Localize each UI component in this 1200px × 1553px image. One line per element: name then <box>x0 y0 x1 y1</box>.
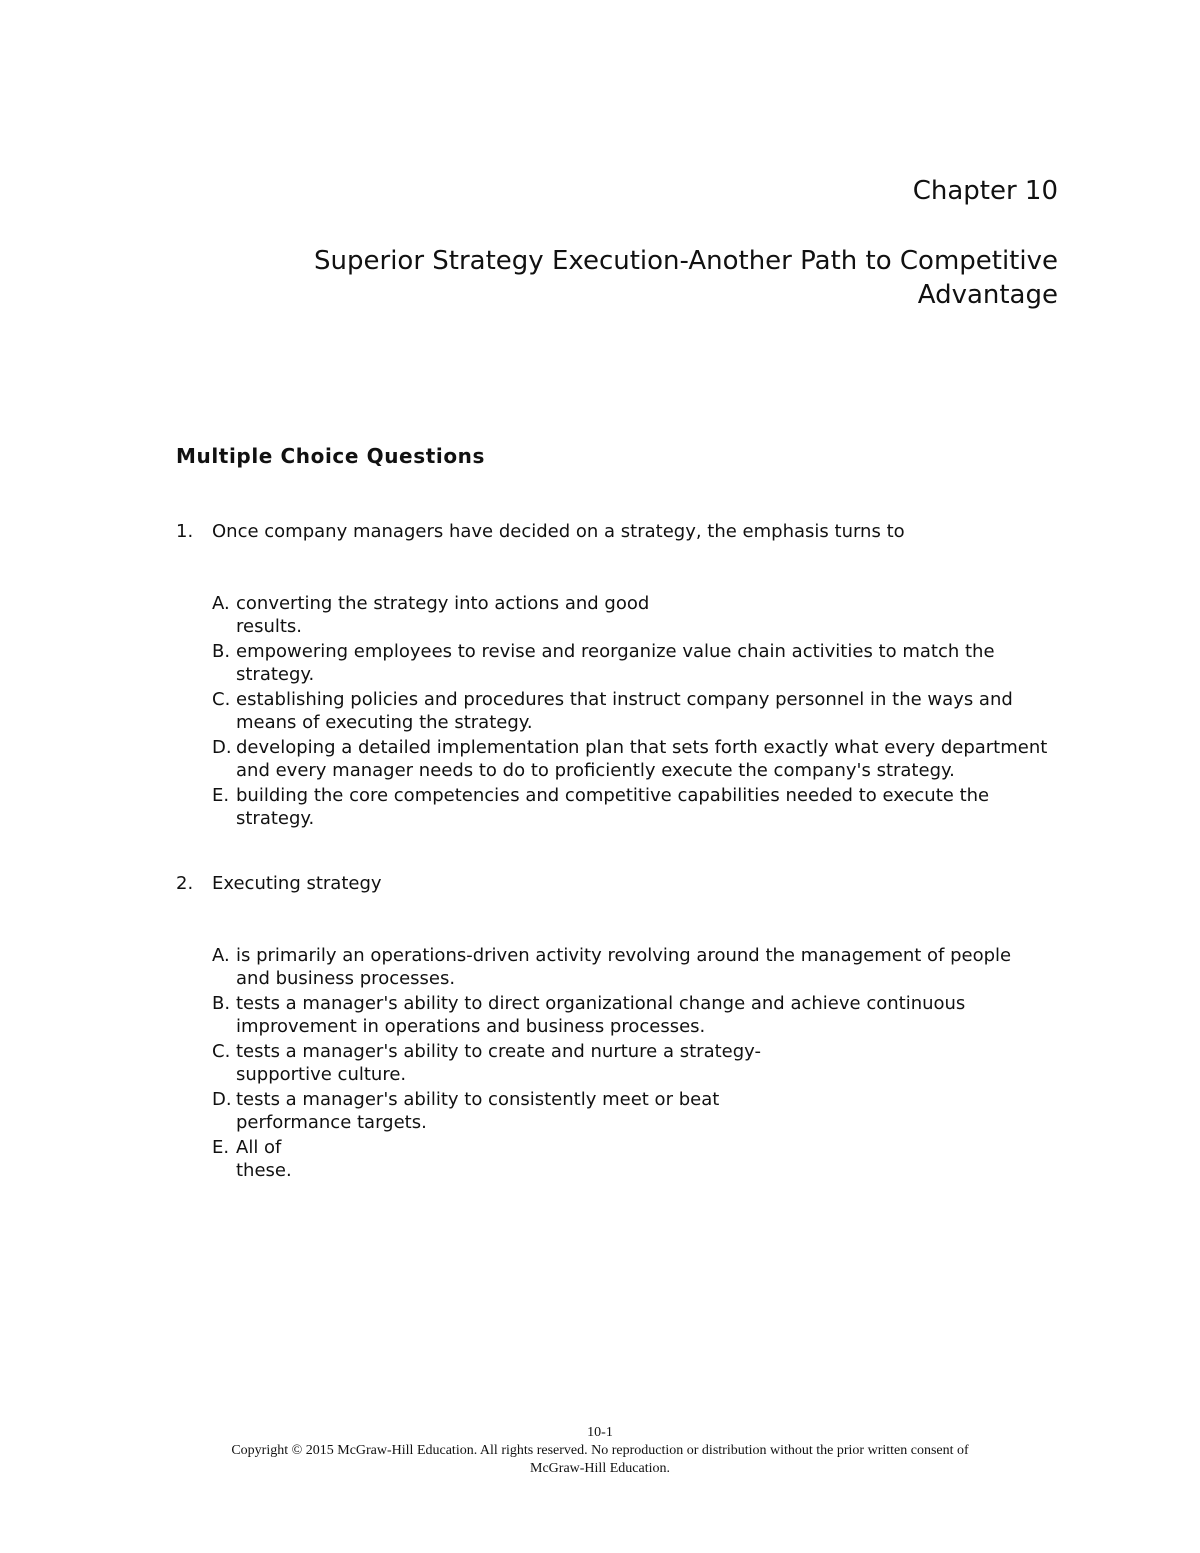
page-number: 10-1 <box>587 1425 613 1440</box>
option-text: empowering employees to revise and reorganize value chain activities to match the strategy. <box>236 641 995 685</box>
answer-options <box>212 944 1048 1184</box>
chapter-number: Chapter 10 <box>912 176 1058 206</box>
chapter-title: Superior Strategy Execution-Another Path to Competitive Advantage <box>314 246 1058 310</box>
answer-option <box>212 784 1054 830</box>
copyright-notice: Copyright © 2015 McGraw-Hill Education. All rights reserved. No reproduction or distribution without the prior written consent of <box>231 1443 969 1458</box>
option-letter: C. <box>212 689 231 710</box>
option-text: All of these. <box>236 1137 292 1181</box>
answer-option <box>212 1136 1048 1182</box>
question-text: Executing strategy <box>212 873 382 894</box>
option-letter: A. <box>212 945 230 966</box>
option-letter: D. <box>212 1089 232 1110</box>
section-heading: Multiple Choice Questions <box>176 444 486 468</box>
copyright-notice-continued: McGraw-Hill Education. <box>530 1461 670 1476</box>
option-text: establishing policies and procedures that instruct company personnel in the ways and means of executing the strategy. <box>236 689 1013 733</box>
option-text: building the core competencies and competitive capabilities needed to execute the strategy. <box>236 785 990 829</box>
option-text: tests a manager's ability to create and nurture a strategy-supportive culture. <box>236 1041 761 1085</box>
answer-option <box>212 592 1054 638</box>
option-text: tests a manager's ability to consistently meet or beat performance targets. <box>236 1089 720 1133</box>
page-footer <box>0 1424 1200 1478</box>
option-letter: E. <box>212 1137 230 1158</box>
question-text: Once company managers have decided on a strategy, the emphasis turns to <box>212 521 905 542</box>
option-letter: C. <box>212 1041 231 1062</box>
answer-option <box>212 944 1048 990</box>
question-stem <box>176 872 1056 896</box>
question-stem <box>176 520 1056 544</box>
answer-option <box>212 992 1048 1038</box>
question-number: 1. <box>176 521 194 542</box>
option-letter: B. <box>212 641 231 662</box>
option-text: developing a detailed implementation plan that sets forth exactly what every department and every manager needs to do to proficiently execute the company's strategy. <box>236 737 1048 781</box>
option-letter: A. <box>212 593 230 614</box>
answer-option <box>212 736 1054 782</box>
answer-option <box>212 688 1054 734</box>
answer-option <box>212 1088 1048 1134</box>
option-letter: E. <box>212 785 230 806</box>
answer-option <box>212 640 1054 686</box>
option-letter: B. <box>212 993 231 1014</box>
option-text: tests a manager's ability to direct organizational change and achieve continuous improvement in operations and business processes. <box>236 993 966 1037</box>
option-text: converting the strategy into actions and good results. <box>236 593 650 637</box>
answer-option <box>212 1040 1048 1086</box>
answer-options <box>212 592 1054 832</box>
question-1 <box>176 520 1056 829</box>
option-letter: D. <box>212 737 232 758</box>
question-number: 2. <box>176 873 194 894</box>
option-text: is primarily an operations-driven activity revolving around the management of people and business processes. <box>236 945 1012 989</box>
question-2 <box>176 872 1056 1181</box>
